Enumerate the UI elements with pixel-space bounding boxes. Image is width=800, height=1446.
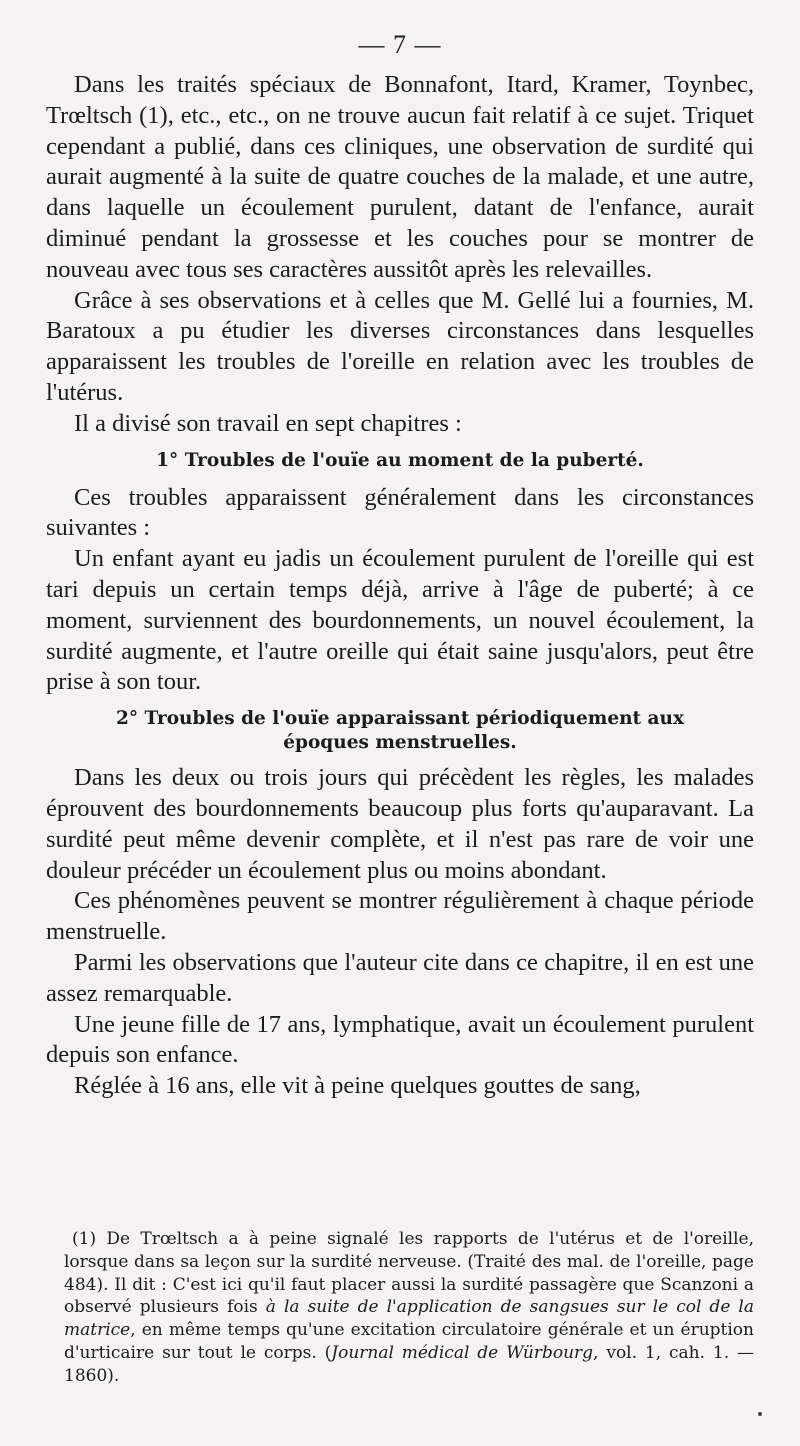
paragraph: Grâce à ses observations et à celles que M. Gellé lui a fournies, M. Baratoux a pu étudier les diverses circonstances dans lesquelles apparaissent les troubles de l'oreille en relation avec les troubles de l'utérus. <box>46 286 754 406</box>
section-heading-1: 1° Troubles de l'ouïe au moment de la puberté. <box>156 449 644 471</box>
paragraph: Une jeune fille de 17 ans, lymphatique, avait un écoulement purulent depuis son enfance. <box>46 1010 754 1069</box>
footnote <box>64 1228 754 1388</box>
paragraph: Dans les traités spéciaux de Bonnafont, Itard, Kramer, Toynbec, Trœltsch (1), etc., etc., on ne trouve aucun fait relatif à ce sujet. Triquet cependant a publié, dans ces cliniques, une observation de surdité qui aurait augmenté à la suite de quatre couches de la malade, et une autre, dans laquelle un écoulement purulent, datant de l'enfance, aurait diminué pendant la grossesse et les couches pour se montrer de nouveau avec tous ses caractères aussitôt après les relevailles. <box>46 71 754 283</box>
paragraph: Ces phénomènes peuvent se montrer régulièrement à chaque période menstruelle. <box>46 887 754 946</box>
paragraph: Ces troubles apparaissent généralement dans les circonstances suivantes : <box>46 483 754 542</box>
footnote-journal: Journal médical de Würbourg <box>331 1342 594 1363</box>
footnote-italic: à la suite de l'application de sangsues sur le col de la matrice <box>64 1297 754 1341</box>
section-heading-2-line-1: 2° Troubles de l'ouïe apparaissant périodiquement aux <box>115 708 685 730</box>
section-heading-2-line-2: époques menstruelles. <box>283 732 517 754</box>
paragraph: Il a divisé son travail en sept chapitres : <box>74 409 462 437</box>
footnote-part: , vol. 1, cah. 1. — 1860). <box>64 1342 754 1386</box>
paragraph: Parmi les observations que l'auteur cite dans ce chapitre, il en est une assez remarquable. <box>46 948 754 1007</box>
footnote-part: (1) De Trœltsch a à peine signalé les rapports de l'utérus et de l'oreille, lorsque dans sa leçon sur la surdité nerveuse. (Traité des mal. de l'oreille, page 484). Il dit : C'est ici qu'il faut placer aussi la surdité passagère que Scanzoni a observé plusieurs fois <box>64 1229 754 1318</box>
paragraph: Un enfant ayant eu jadis un écoulement purulent de l'oreille qui est tari depuis un certain temps déjà, arrive à l'âge de puberté; à ce moment, surviennent des bourdonnements, un nouvel écoulement, la surdité augmente, et l'autre oreille qui était saine jusqu'alors, peut être prise à son tour. <box>46 545 754 696</box>
footnote-text <box>64 1228 754 1388</box>
footnote-part: , en même temps qu'une excitation circulatoire générale et un éruption d'urticaire sur tout le corps. ( <box>64 1320 754 1363</box>
paragraph: Dans les deux ou trois jours qui précèdent les règles, les malades éprouvent des bourdonnements beaucoup plus forts qu'auparavant. La surdité peut même devenir complète, et il n'est pas rare de voir une douleur précéder un écoulement plus ou moins abondant. <box>46 764 754 884</box>
main-text <box>46 70 754 1102</box>
print-speck <box>758 1412 762 1416</box>
section-heading-2 <box>46 707 754 755</box>
page-number: — 7 — <box>358 30 442 59</box>
paragraph: Réglée à 16 ans, elle vit à peine quelques gouttes de sang, <box>74 1072 641 1100</box>
